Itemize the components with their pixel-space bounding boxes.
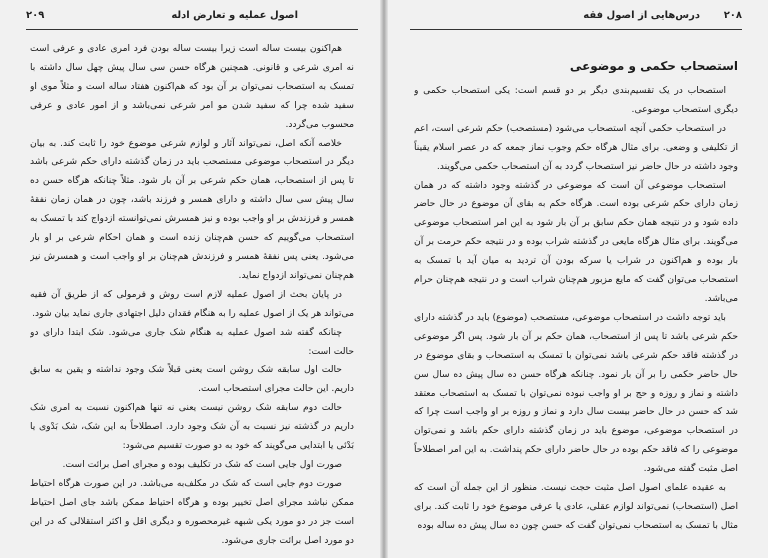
left-paragraph-2: خلاصه آنکه اصل، نمی‌تواند آثار و لوازم شرعی موضوع خود را ثابت کند. به بیان دیگر در استصحاب موضوعی مستصحب باید در زمان گذشته دارای حکم شرعی باشد تا پس از استصحاب، همان حکم شرعی بر آن بار شود. مثلاً چنانکه هرگاه حسن ده سال پیش سی سال داشته و دارای همسر و فرزند باشد، چون در همان زمان نفقهٔ همسر و فرزندش بر او واجب بوده و نیز همسرش نمی‌توانسته ازدواج کند با تمسک به استصحاب می‌گوییم که حسن هم‌چنان زنده است و همان احکام شرعی بر او بار می‌شود. یعنی پس نفقهٔ همسر و فرزندش هم‌چنان بر او واجب است و همسرش نیز هم‌چنان نمی‌تواند ازدواج نماید. [30, 137, 354, 281]
left-page-header [26, 8, 358, 28]
left-page-number: ۲۰۹ [26, 10, 45, 21]
right-paragraph-4: باید توجه داشت در استصحاب موضوعی، مستصحب (موضوع) باید در گذشته دارای حکم شرعی باشد تا پس از استصحاب، همان حکم بر آن بار شود. پس اگر موضوعی در گذشته فاقد حکم شرعی باشد نمی‌توان با تمسک به استصحاب و بقای موضوع در حال حاضر حکمی را بر آن بار نمود. چنانکه هرگاه حسن ده سال پیش ده سال سن داشته و نماز و روزه و حج بر او واجب نبوده نمی‌توان با تمسک به استصحاب معتقد شد که حسن در حال حاضر بیست سال دارد و نماز و روزه بر او واجب است چرا که در استصحاب موضوعی، موضوع باید در زمان گذشته دارای حکم باشد و نمی‌توان موضوعی را که فاقد حکم بوده در حال حاضر دارای حکم پنداشت. به این امر اصطلاحاً اصل مثبت گفته می‌شود. [414, 311, 738, 475]
left-paragraph-6: حالت دوم سابقه شک روشن نیست یعنی نه تنها هم‌اکنون نسبت به امری شک داریم در گذشته نیز نسبت به آن شک وجود دارد. اصطلاحاً به این شک، شک بَدْوی یا بَدْئی یا ابتدایی می‌گویند که خود به دو صورت تقسیم می‌شود: [30, 402, 354, 452]
right-paragraph-2: در استصحاب حکمی آنچه استصحاب می‌شود (مستصحب) حکم شرعی است، اعم از تکلیفی و وضعی. برای مثال هرگاه حکم وجوب نماز جمعه که در عصر اسلام یقیناً وجود داشته در حال حاضر نیز استصحاب گردد به آن استصحاب حکمی می‌گویند. [414, 122, 738, 172]
right-paragraph-5: به عقیده علمای اصول اصل مثبت حجت نیست. منظور از این جمله آن است که اصل (استصحاب) نمی‌تواند لوازم عقلی، عادی یا عرفی موضوع خود را ثابت کند. برای مثال با تمسک به استصحاب نمی‌توان گفت که حسن چون ده سال پیش ده ساله بوده [414, 482, 738, 531]
right-page-body [414, 56, 738, 550]
right-page [384, 0, 768, 558]
section-heading: استصحاب حکمی و موضوعی [569, 59, 738, 73]
right-header-rule [410, 29, 742, 30]
right-paragraph-1: استصحاب در یک تقسیم‌بندی دیگر بر دو قسم است: یکی استصحاب حکمی و دیگری استصحاب موضوعی. [414, 85, 738, 115]
left-paragraph-3: در پایان بحث از اصول عملیه لازم است روش و فرمولی که از طریق آن فقیه می‌تواند هر یک از اصول عملیه را به هنگام فقدان دلیل اجتهادی جاری نماید بیان شود. [30, 288, 354, 319]
left-paragraph-1: هم‌اکنون بیست ساله است زیرا بیست ساله بودن فرد امری عادی و عرفی است نه امری شرعی و قانونی. همچنین هرگاه حسن سی سال پیش چهل سال داشته با تمسک به استصحاب نمی‌توان بر آن بود که هم‌اکنون هفتاد ساله است و مثلاً موی او سفید شده چرا که سفید شدن مو امر شرعی نمی‌باشد و از امور عادی و عرفی محسوب می‌گردد. [30, 43, 354, 130]
left-paragraph-7: صورت اول جایی است که شک در تکلیف بوده و مجرای اصل برائت است. [62, 458, 342, 470]
left-page-body [30, 40, 354, 550]
right-page-header [410, 8, 742, 28]
left-header-rule [26, 29, 358, 30]
right-paragraph-3: استصحاب موضوعی آن است که موضوعی در گذشته وجود داشته که در همان زمان دارای حکم شرعی بوده است. هرگاه حکم به بقای آن موضوع در حال حاضر داده شود و در نتیجه همان حکم سابق بر آن بار شود به این امر استصحاب موضوعی می‌گویند. برای مثال هرگاه مایعی در گذشته شراب بوده و در نتیجه حکم حرمت بر آن بار بوده و هم‌اکنون در شراب یا سرکه بودن آن تردید به میان آید با تمسک به استصحاب می‌توان گفت که مایع مزبور هم‌چنان شراب است و در نتیجه هم‌چنان حرام می‌باشد. [414, 179, 738, 304]
left-paragraph-8: صورت دوم جایی است که شک در مکلف‌به می‌باشد. در این صورت هرگاه احتیاط ممکن نباشد مجرای اصل تخییر بوده و هرگاه احتیاط ممکن باشد جای اصل احتیاط است جز در دو مورد یکی شبهه غیرمحصوره و دیگری اقل و اکثر استقلالی که در این دو مورد اصل برائت جاری می‌شود. [30, 477, 354, 546]
right-page-number: ۲۰۸ [723, 10, 742, 21]
left-paragraph-4: چنانکه گفته شد اصول عملیه به هنگام شک جاری می‌شود. شک ابتدا دارای دو حالت است: [30, 326, 354, 357]
left-running-title: اصول عملیه و تعارض ادله [171, 10, 298, 21]
left-paragraph-5: حالت اول سابقه شک روشن است یعنی قبلاً شک وجود نداشته و یقین به سابق داریم. این حالت مجرای استصحاب است. [30, 364, 354, 395]
right-running-title: درس‌هایی از اصول فقه [583, 10, 700, 21]
book-gutter [380, 0, 388, 558]
